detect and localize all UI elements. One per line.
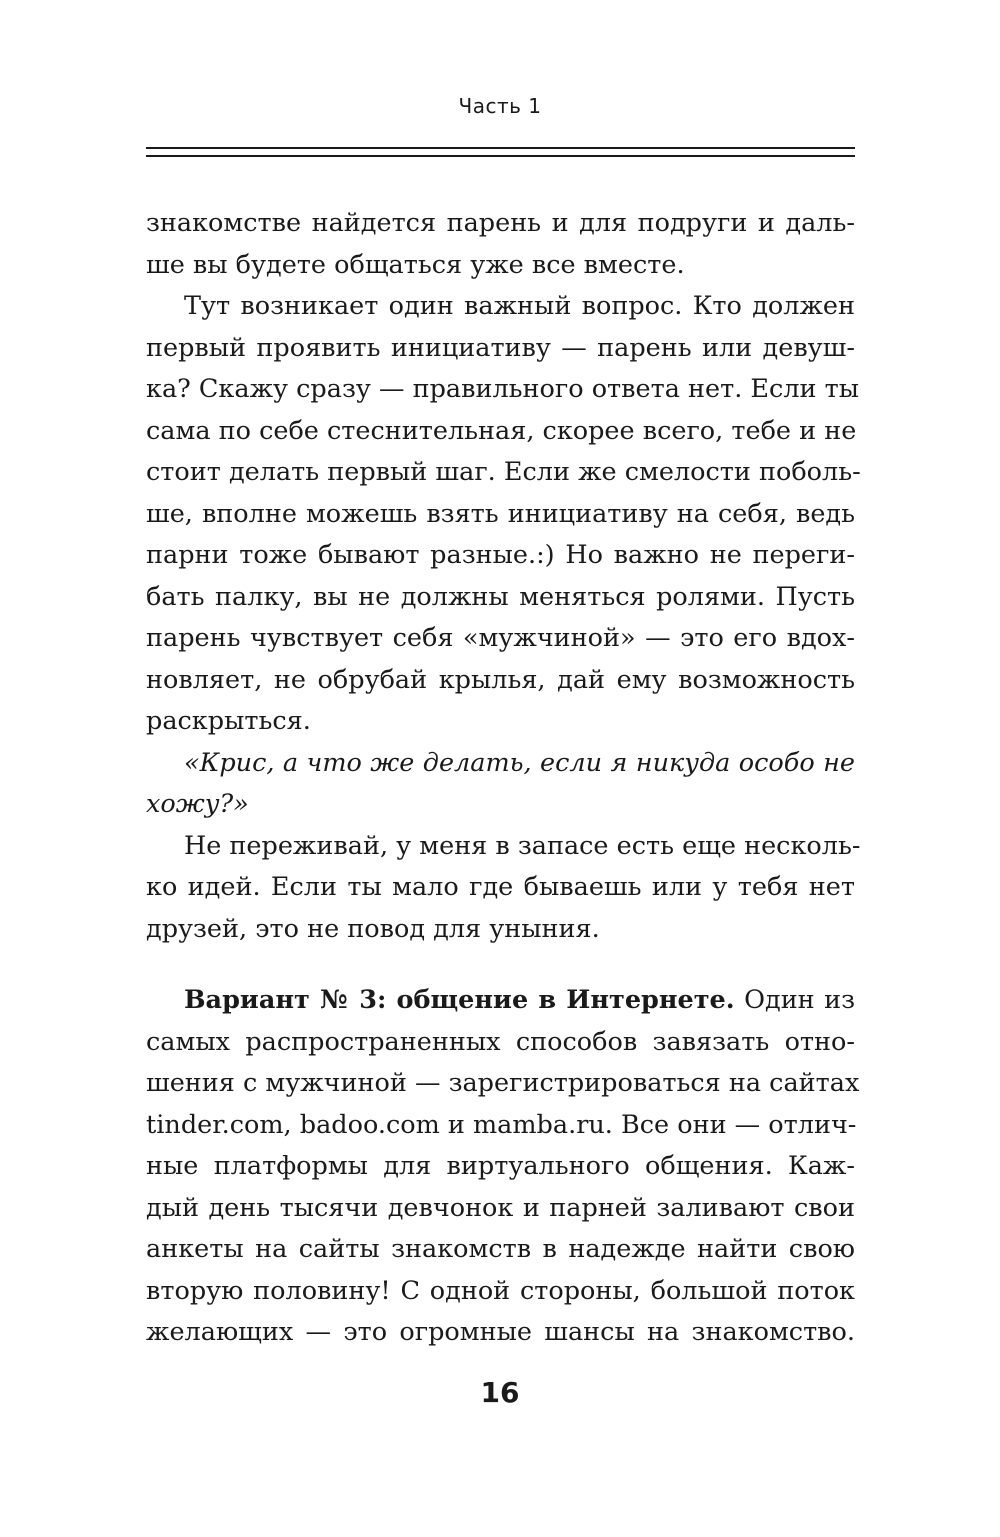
text-line: ше, вполне можешь взять инициативу на себя, ведь — [146, 498, 855, 529]
section-block — [146, 980, 860, 1354]
text-line: парень чувствует себя «мужчиной» — это его вдох- — [146, 623, 855, 653]
text-line: вторую половину! С одной стороны, большой поток — [146, 1275, 855, 1306]
text-line: ка? Скажу сразу — правильного ответа нет. Если ты — [146, 374, 860, 404]
quote-line: «Крис, а что же делать, если я никуда особо не — [184, 747, 855, 778]
text-line: дый день тысячи девчонок и парней заливают свои — [146, 1192, 855, 1223]
body-text-block — [146, 203, 861, 950]
header-rule-bottom — [146, 155, 855, 157]
text-line: ко идей. Если ты мало где бываешь или у тебя нет — [146, 872, 855, 902]
header-rule-top — [146, 147, 855, 149]
text-line: tinder.com, badoo.com и mamba.ru. Все они — отлич- — [146, 1109, 857, 1140]
section-first-line — [146, 980, 855, 1022]
text-line: друзей, это не повод для уныния. — [146, 913, 600, 944]
running-head: Часть 1 — [458, 94, 542, 118]
section-heading: Вариант № 3: общение в Интернете. — [184, 985, 735, 1015]
text-line: знакомстве найдется парень и для подруги и даль- — [146, 208, 855, 238]
text-line: шения с мужчиной — зарегистрироваться на сайтах — [146, 1068, 860, 1098]
text-line: парни тоже бывают разные.:) Но важно не переги- — [146, 540, 855, 570]
text-line: желающих — это огромные шансы на знакомство. — [146, 1317, 855, 1347]
text-line: бать палку, вы не должны меняться ролями. Пусть — [146, 581, 855, 612]
text-line: первый проявить инициативу — парень или девуш- — [146, 332, 855, 363]
text-line: ные платформы для виртуального общения. Каж- — [146, 1151, 855, 1181]
page-number: 16 — [480, 1376, 520, 1409]
text-line: ше вы будете общаться уже все вместе. — [146, 249, 685, 280]
section-first-line-rest: Один из — [734, 985, 855, 1015]
quote-line: хожу?» — [146, 789, 249, 819]
text-line: раскрыться. — [146, 706, 311, 736]
text-line: стоит делать первый шаг. Если же смелости поболь- — [146, 457, 861, 487]
text-line: анкеты на сайты знакомств в надежде найти свою — [146, 1234, 855, 1264]
text-line: сама по себе стеснительная, скорее всего, тебе и не — [146, 415, 857, 446]
text-line: новляет, не обрубай крылья, дай ему возможность — [146, 664, 855, 695]
text-line: Не переживай, у меня в запасе есть еще несколь- — [184, 830, 861, 861]
text-line: Тут возникает один важный вопрос. Кто должен — [184, 291, 855, 321]
text-line: самых распространенных способов завязать отно- — [146, 1026, 855, 1057]
